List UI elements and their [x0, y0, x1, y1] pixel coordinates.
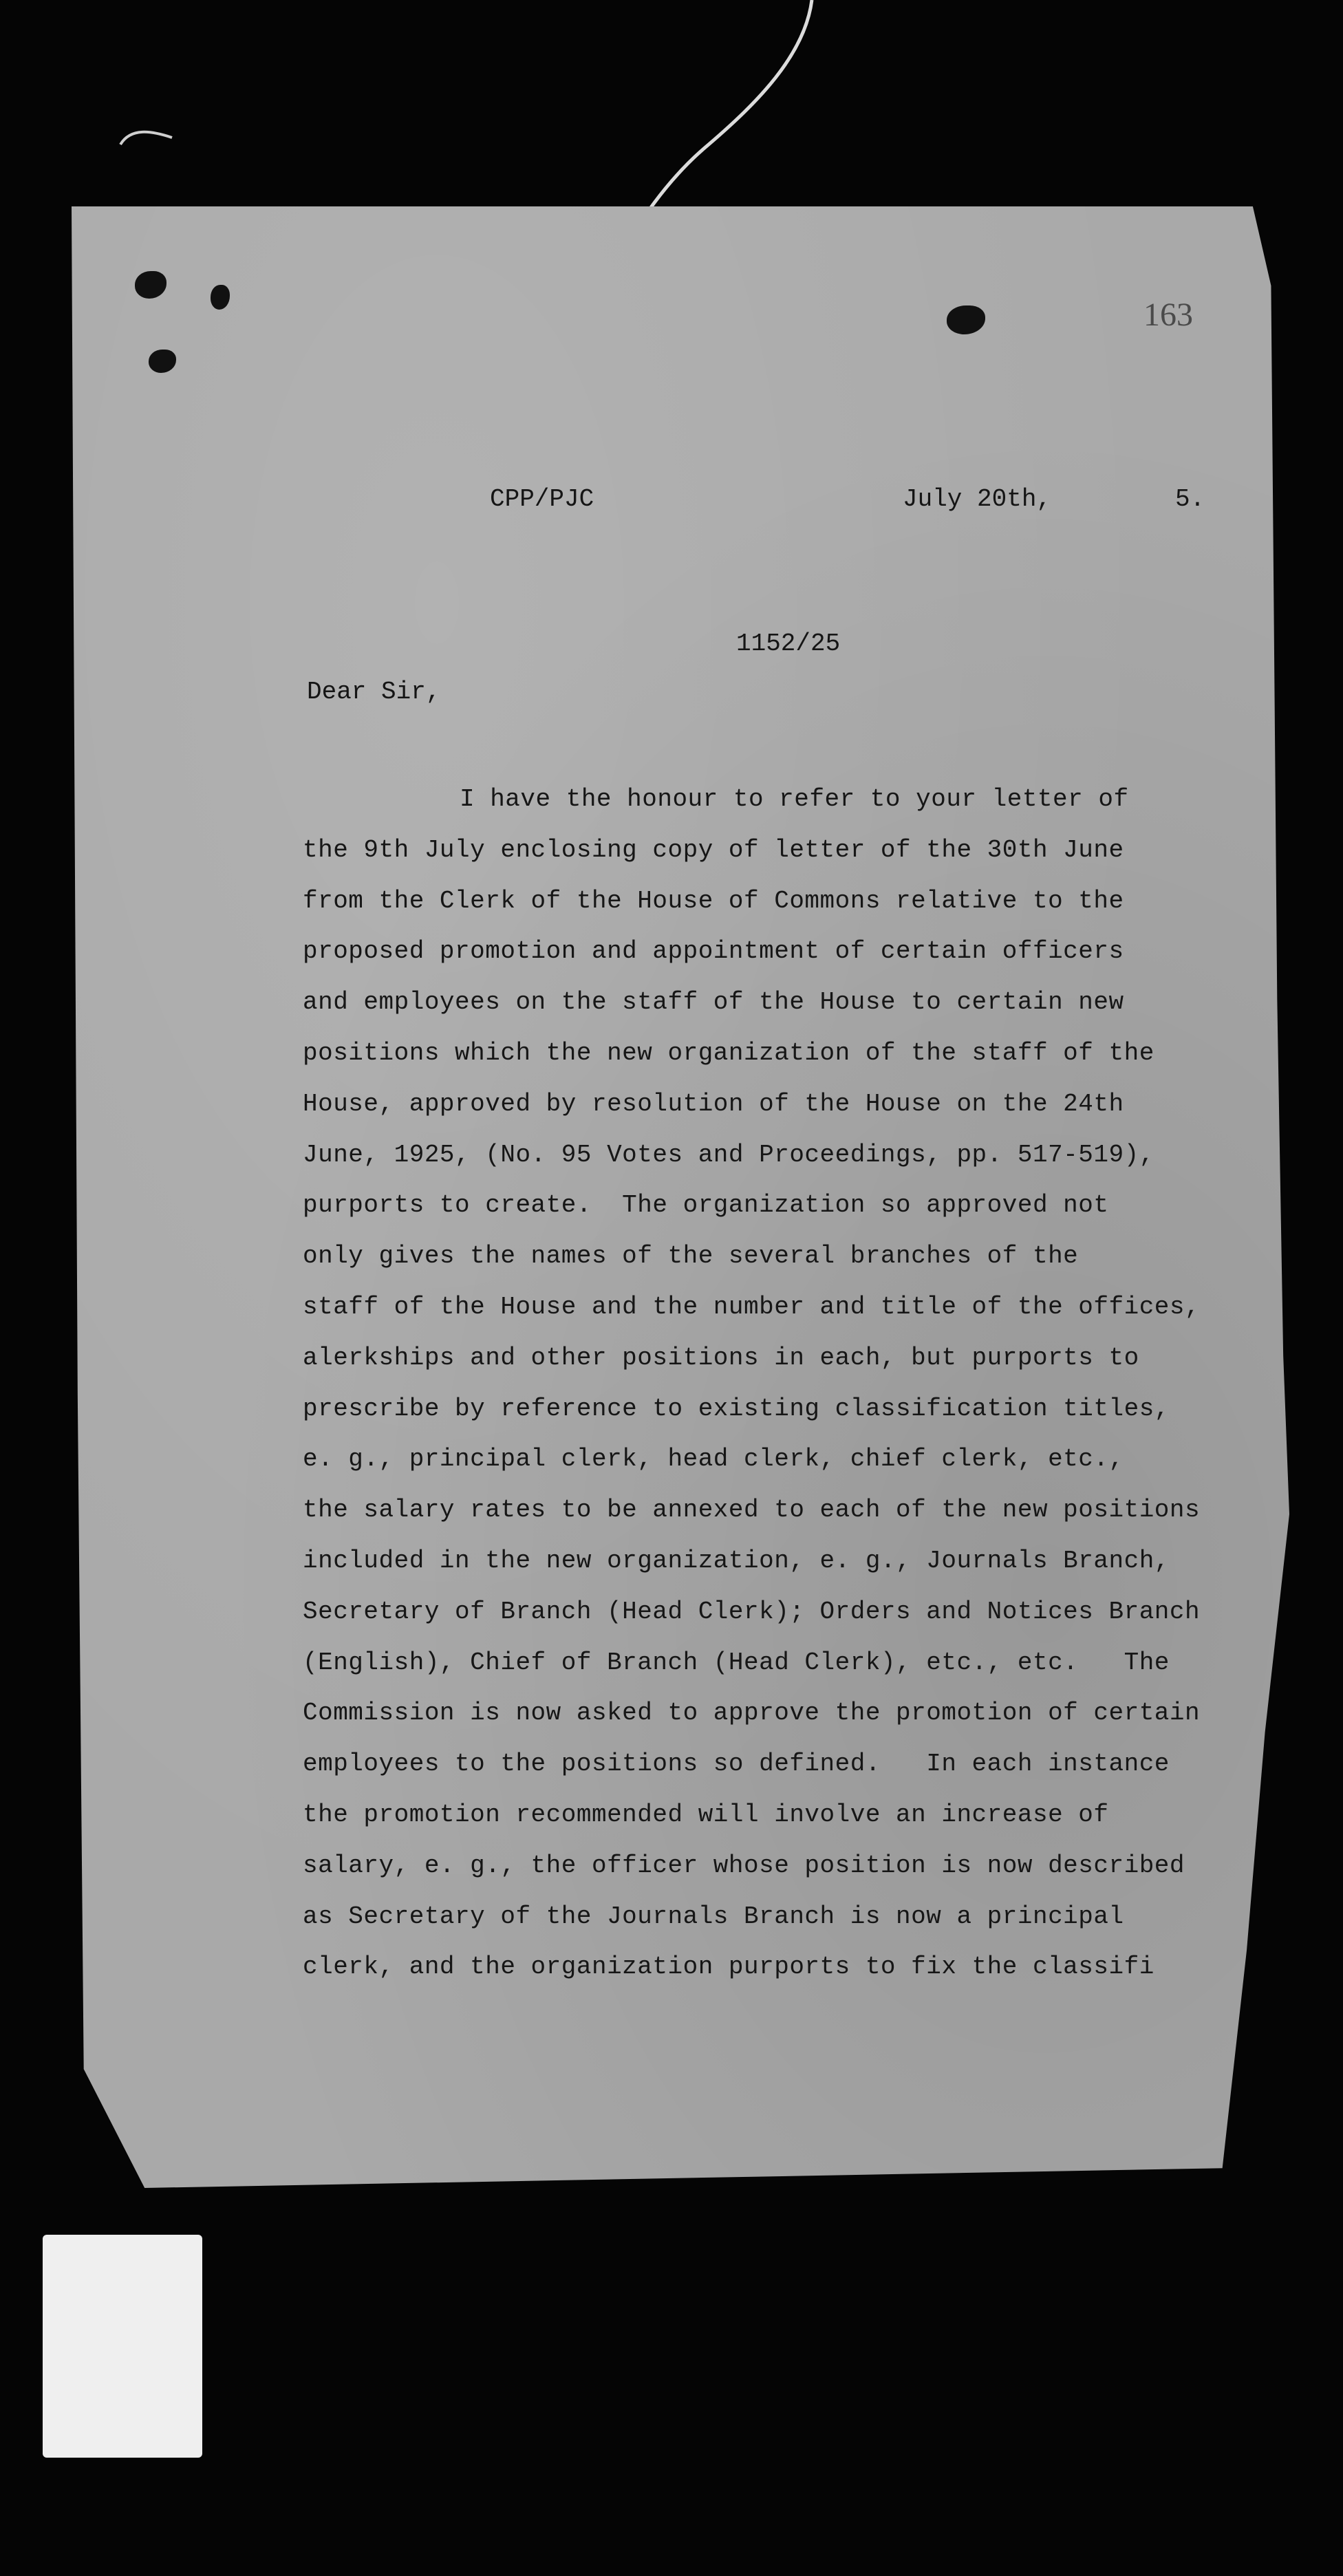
body-line: Commission is now asked to approve the promotion of certain	[303, 1699, 1201, 1728]
body-line: staff of the House and the number and title of the offices,	[303, 1292, 1201, 1321]
body-line: employees to the positions so defined. In each instance	[303, 1750, 1170, 1779]
target-card	[43, 2235, 202, 2458]
body-line: only gives the names of the several branches of the	[303, 1242, 1079, 1271]
body-line: Secretary of Branch (Head Clerk); Orders and Notices Branch	[303, 1597, 1201, 1626]
reference-initials: CPP/PJC	[490, 485, 594, 513]
body-line: positions which the new organization of the staff of the	[303, 1038, 1154, 1067]
body-line: the 9th July enclosing copy of letter of the 30th June	[303, 835, 1124, 864]
date-year-fragment: 5.	[1175, 485, 1205, 513]
body-line: the salary rates to be annexed to each of the new positions	[303, 1496, 1201, 1525]
body-line: proposed promotion and appointment of certain officers	[303, 937, 1124, 966]
body-line: prescribe by reference to existing classification titles,	[303, 1394, 1170, 1423]
salutation: Dear Sir,	[307, 678, 441, 706]
body-line: purports to create. The organization so approved not	[303, 1191, 1109, 1220]
body-line: e. g., principal clerk, head clerk, chief clerk, etc.,	[303, 1445, 1124, 1474]
fiber-artifact	[117, 124, 179, 158]
letter-date: July 20th,	[903, 485, 1052, 513]
body-line: the promotion recommended will involve an increase of	[303, 1800, 1109, 1829]
body-line: (English), Chief of Branch (Head Clerk), etc., etc. The	[303, 1648, 1170, 1677]
body-line: as Secretary of the Journals Branch is now a principal	[303, 1902, 1124, 1931]
file-number: 1152/25	[736, 630, 841, 658]
body-line: alerkships and other positions in each, but purports to	[303, 1343, 1139, 1372]
body-line: from the Clerk of the House of Commons relative to the	[303, 886, 1124, 915]
letter-body	[303, 774, 1238, 1993]
body-line: salary, e. g., the officer whose position is now described	[303, 1851, 1185, 1880]
body-line: House, approved by resolution of the House on the 24th	[303, 1089, 1124, 1118]
body-line: I have the honour to refer to your letter of	[460, 785, 1129, 813]
body-line: included in the new organization, e. g., Journals Branch,	[303, 1546, 1170, 1575]
body-line: June, 1925, (No. 95 Votes and Proceedings, pp. 517-519),	[303, 1140, 1154, 1169]
page-number: 163	[1143, 297, 1193, 333]
body-line: and employees on the staff of the House to certain new	[303, 988, 1124, 1017]
body-line: clerk, and the organization purports to fix the classifi	[303, 1953, 1154, 1982]
